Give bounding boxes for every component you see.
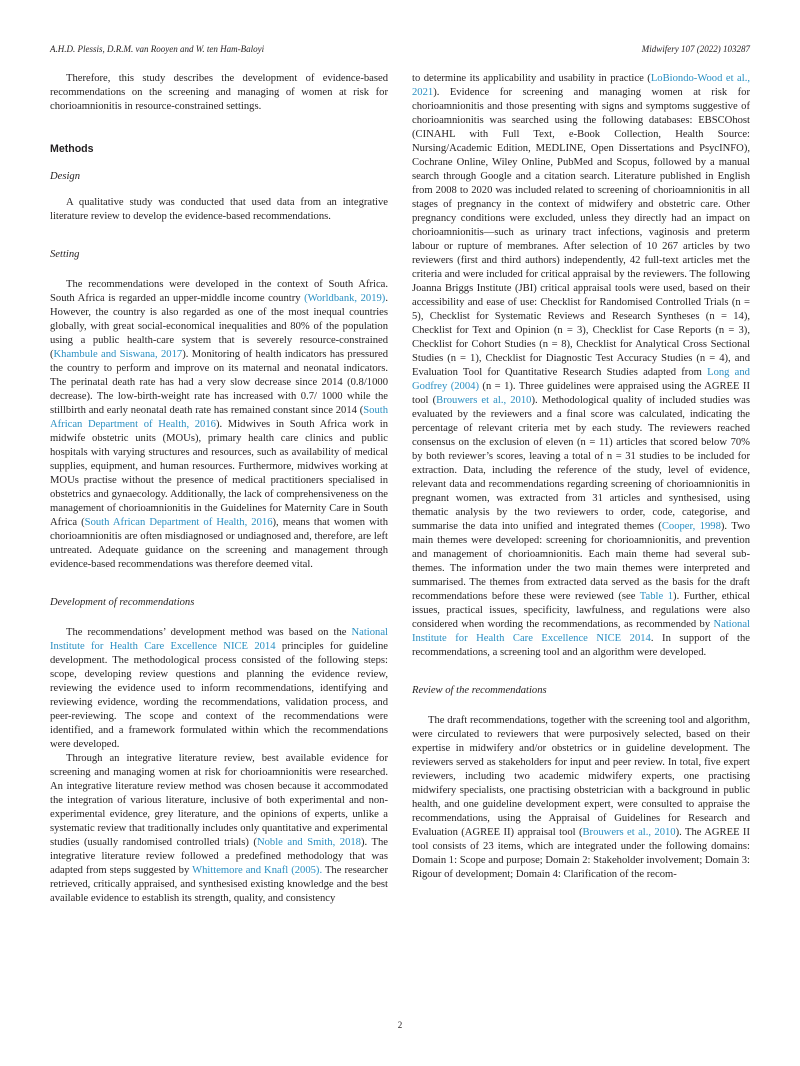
citation-link[interactable]: Khambule and Siswana, 2017 — [53, 349, 183, 360]
header-authors: A.H.D. Plessis, D.R.M. van Rooyen and W. ten Ham-Baloyi — [50, 44, 265, 54]
setting-paragraph: The recommendations were developed in the context of South Africa. South Africa is regarded an upper-middle income country (Worldbank, 2019). However, the country is also regarded as one of the most inequal countries globally, with great social-economical inequalities and 80% of the population using a public health-care system that is severely resource-constrained (Khambule and Siswana, 2017). Monitoring of health indicators has pressured the country to perform and improve on its maternal and neonatal indicators. The perinatal death rate has had a very slow decrease since 2014 (0.8/1000 decrease). The low-birth-weight rate has increased with 0.7/ 1000 while the stillbirth and early neonatal death rate has remained constant since 2014 (South African Department of Health, 2016). Midwives in South Africa work in midwife obstetric units (MOUs), primary health care clinics and public hospitals with varying structures and resources, such as availability of medical supplies, equipment, and human resources. Furthermore, midwives working at MOUs practise without the presence of medical practitioners specialised in obstetrics and gynaecology. Additionally, the lack of comprehensiveness on the management of chorioamnionitis in the Guidelines for Maternity Care in South Africa (South African Department of Health, 2016), means that women with chorioamnionitis are often misdiagnosed or undiagnosed and, therefore, are left untreated. Adequate guidance on the screening and management through evidence-based recommendations was therefore deemed vital. — [50, 279, 388, 570]
running-header — [50, 44, 750, 60]
citation-link[interactable]: Brouwers et al., 2010 — [582, 827, 676, 838]
development-heading: Development of recommendations — [50, 597, 195, 608]
citation-link[interactable]: South African Department of Health, 2016 — [84, 517, 273, 528]
citation-link[interactable]: National Institute for Health Care Excellence NICE 2014 — [50, 627, 388, 652]
citation-link[interactable]: Whittemore and Knafl (2005). — [192, 865, 323, 876]
table-link[interactable]: Table 1 — [639, 591, 674, 602]
citation-link[interactable]: Noble and Smith, 2018 — [256, 837, 361, 848]
citation-link[interactable]: Cooper, 1998 — [661, 521, 721, 532]
citation-link[interactable]: LoBiondo-Wood et al., 2021 — [412, 73, 750, 98]
citation-link[interactable]: (Worldbank, 2019) — [304, 293, 386, 304]
citation-link[interactable]: Long and Godfrey (2004) — [412, 367, 750, 392]
development-paragraph-2: Through an integrative literature review, best available evidence for screening and managing women at risk for chorioamnionitis were researched. An integrative literature review method was chosen because it accommodated the integration of various literature, inclusive of both experimental and non-experimental evidence, grey literature, and the opinions of experts, unlike a systematic review that traditionally includes only quantitative and experimental studies (usually randomised controlled trials) (Noble and Smith, 2018). The integrative literature review followed a predefined methodology that was adapted from steps suggested by Whittemore and Knafl (2005). The researcher retrieved, critically appraised, and synthesised existing knowledge and the best available evidence to establish its strength, quality, and consistency — [50, 753, 388, 904]
left-column — [50, 72, 388, 906]
review-heading: Review of the recommendations — [412, 685, 547, 696]
review-paragraph: The draft recommendations, together with the screening tool and algorithm, were circulated to reviewers that were purposively selected, based on their expertise in midwifery and/or obstetrics or in guideline development. The reviewers served as stakeholders for input and peer review. In total, five expert reviewers, including two academic midwifery experts, one practising midwifery specialists, one practising obstetrician with a background in public health, and one guideline development expert, were consulted to appraise the recommendations, using the Appraisal of Guidelines for Research and Evaluation (AGREE II) appraisal tool (Brouwers et al., 2010). The AGREE II tool consists of 23 items, which are integrated under the following domains: Domain 1: Scope and purpose; Domain 2: Stakeholder involvement; Domain 3: Rigour of development; Domain 4: Clarification of the recom- — [412, 715, 750, 880]
development-paragraph-1: The recommendations’ development method was based on the National Institute for Health Care Excellence NICE 2014 principles for guideline development. The methodological process consisted of the following steps: scope, developing review questions and planning the evidence review, reviewing the evidence used to inform recommendations, identifying and reviewing evidence, wording the recommendations, validation process, and peer-reviewing. The scope and context of the recommendations were identified, and a framework formulated within which the recommendations were developed. — [50, 627, 389, 750]
citation-link[interactable]: South African Department of Health, 2016 — [50, 405, 388, 430]
design-paragraph: A qualitative study was conducted that used data from an integrative literature review to develop the evidence-based recommendations. — [50, 197, 388, 222]
intro-paragraph: Therefore, this study describes the development of evidence-based recommendations on the screening and managing of women at risk for chorioamnionitis in resource-constrained settings. — [50, 73, 388, 112]
citation-link[interactable]: Brouwers et al., 2010 — [436, 395, 532, 406]
methods-heading: Methods — [50, 143, 94, 155]
design-heading: Design — [50, 171, 81, 182]
setting-heading: Setting — [50, 249, 80, 260]
header-journal: Midwifery 107 (2022) 103287 — [641, 44, 750, 54]
right-column — [412, 72, 750, 882]
continued-paragraph: to determine its applicability and usability in practice (LoBiondo-Wood et al., 2021). Evidence for screening and managing women at risk for chorioamnionitis and those presenting with signs and symptoms suggestive of chorioamnionitis was searched using the following databases: EBSCOhost (CINAHL with Full Text, e-Book Collection, Health Source: Nursing/Academic Edition, MEDLINE, Open Dissertations and PsycINFO), Cochrane Online, Wiley Online, PubMed and Scopus, followed by a manual search through Google and a citation search. Literature published in English from 2008 to 2020 was included related to screening of chorioamnionitis in all stages of pregnancy in the context of midwifery and obstetric care. Other pregnancy conditions were excluded, unless they directly had an impact on chorioamnionitis—such as urinary tract infections, vaginosis and preterm labour or rupture of membranes. After selection of 10 267 articles by two reviewers (first and third authors) independently, 42 full-text articles met the criteria and were included for critical appraisal by the reviewers. The following Joanna Briggs Institute (JBI) critical appraisal tools were used, based on their accessibility and ease of use: Checklist for Randomised Controlled Trials (n = 5), Checklist for Systematic Reviews and Research Syntheses (n = 14), Checklist for Text and Opinion (n = 3), Checklist for Case Reports (n = 3), Checklist for Cohort Studies (n = 8), Checklist for Analytical Cross Sectional Studies (n = 1), Checklist for Diagnostic Test Accuracy Studies (n = 4), and Evaluation Tool for Quantitative Research Studies adapted from Long and Godfrey (2004) (n = 1). Three guidelines were appraised using the AGREE II tool (Brouwers et al., 2010). Methodological quality of included studies was evaluated by the reviewers and a final score was calculated, indicating the percentage of relevant criteria met by each study. The reviewers reached consensus on the exclusion of eleven (n = 11) articles that scored below 70% by both reviewer’s scores, leaving a total of n = 31 studies to be included for extraction. Data, including the reference of the study, level of evidence, relevant data and recommendations regarding screening of chorioamnionitis in pregnant women, was extracted from 31 articles and synthesised, using thematic analysis by the two reviewers to order, code, categorise, and summarise the data into unified and integrated themes (Cooper, 1998). Two main themes were developed: screening for chorioamnionitis, and prevention and management of chorioamnionitis. Each main theme had several sub-themes. The information under the two main themes were interpreted and summarised. The themes from extracted data served as the basis for the draft recommendations before these were reviewed (see Table 1). Further, ethical issues, practical issues, specificity, lawfulness, and regulations were also considered when wording the recommendations, as recommended by National Institute for Health Care Excellence NICE 2014. In support of the recommendations, a screening tool and an algorithm were developed. — [412, 73, 751, 658]
citation-link[interactable]: National Institute for Health Care Excellence NICE 2014 — [412, 619, 750, 644]
page-number: 2 — [397, 1020, 403, 1030]
